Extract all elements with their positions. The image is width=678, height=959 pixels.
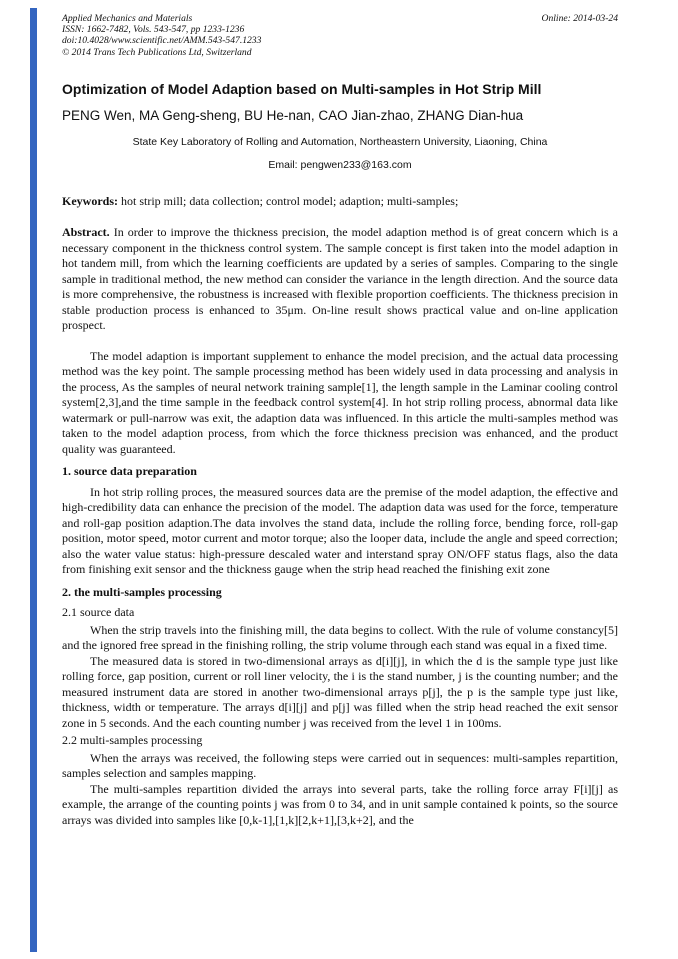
section-1-heading: 1. source data preparation [62,464,197,479]
section-2-1-paragraph-2: The measured data is stored in two-dimensional arrays as d[i][j], in which the d is the sample type just like rolling force, gap position, current or roll liner velocity, the i is the stand number, j is the counting number; and the measured instrument data are stored in another two-dimensional arrays p[j], the p is the sample type just like, thickness, width or temperature. The arrays d[i][j] and p[j] was filled when the strip head reached the exit sensor zone in 5 seconds. And the each counting number j was received from the level 1 in 100ms. [62,653,618,730]
journal-issn-line: ISSN: 1662-7482, Vols. 543-547, pp 1233-1236 [62,24,245,36]
journal-header [62,13,618,58]
journal-name: Applied Mechanics and Materials [62,13,193,24]
paper-title: Optimization of Model Adaption based on Multi-samples in Hot Strip Mill [62,80,542,97]
section-2-2-heading: 2.2 multi-samples processing [62,733,203,748]
authors-line: PENG Wen, MA Geng-sheng, BU He-nan, CAO Jian-zhao, ZHANG Dian-hua [62,107,524,123]
section-2-1-paragraph-1: When the strip travels into the finishing mill, the data begins to collect. With the rule of volume constancy[5] and the ignored free spread in the finishing rolling, the strip volume through each stand was equal in a fixed time. [62,622,618,653]
keywords-text: hot strip mill; data collection; control model; adaption; multi-samples; [118,193,459,208]
abstract-label: Abstract. [62,225,110,240]
section-2-1-heading: 2.1 source data [62,605,135,620]
journal-doi-line: doi:10.4028/www.scientific.net/AMM.543-547.1233 [62,35,262,47]
journal-header-left [62,13,261,58]
keywords-line [62,194,618,210]
abstract-text: In order to improve the thickness precision, the model adaption method is of great concern which is a necessary component in the thickness control system. The sample concept is first taken into the model adaption in hot tandem mill, from which the learning coefficients are updated by a series of samples. Comparing to the single sample in traditional method, the new method can consider the variance in the length direction. And the source data is more comprehensive, the robustness is increased with flexible proportion coefficients. The thickness precision in stable production process is enhanced to 35μm. On-line result shows practical value and on-line application prospect. [62,225,618,333]
section-2-2-paragraph-1: When the arrays was received, the following steps were carried out in sequences: multi-samples repartition, samples selection and samples mapping. [62,750,618,781]
section-2-heading: 2. the multi-samples processing [62,584,222,599]
affiliation-line: State Key Laboratory of Rolling and Automation, Northeastern University, Liaoning, China [132,135,548,148]
section-2-2-paragraph-2: The multi-samples repartition divided the arrays into several parts, take the rolling force array F[i][j] as example, the arrange of the counting points j was from 0 to 34, and in unit sample contained k points, so the source arrays was divided into samples like [0,k-1],[1,k][2,k+1],[3,k+2], and the [62,781,618,827]
abstract-paragraph [62,225,618,334]
keywords-label: Keywords: [62,193,118,208]
email-line: Email: pengwen233@163.com [268,158,412,171]
online-date: Online: 2014-03-24 [541,13,618,24]
left-accent-bar [30,8,37,952]
intro-paragraph: The model adaption is important supplement to enhance the model precision, and the actual data processing method was the key point. The sample processing method has been widely used in data processing and analysis in the process, As the samples of neural network training sample[1], the length sample in the Laminar cooling control system[2,3],and the time sample in the feedback control system[4]. In hot strip rolling process, abnormal data like watermark or pull-narrow was exit, the adaption data was influenced. In this article the multi-samples method was taken to the model adaption process, from which the force thickness precision was enhanced, and the product quality was guaranteed. [62,348,618,456]
journal-copyright-line: © 2014 Trans Tech Publications Ltd, Switzerland [62,46,252,58]
section-1-paragraph: In hot strip rolling proces, the measured sources data are the premise of the model adaption, the effective and high-credibility data can enhance the precision of the model. The adaption data was used for the force, temperature and roll-gap position adaption.The data involves the stand data, include the rolling force, bending force, roll-gap position, motor speed, motor current and motor torque; also the looper data, include the angle and speed correction; also the water value status: high-pressure descaled water and interstand spray ON/OFF status flags, also the data from finishing exit sensor and the thickness gauge when the strip head reached the finishing exit zone [62,484,618,577]
